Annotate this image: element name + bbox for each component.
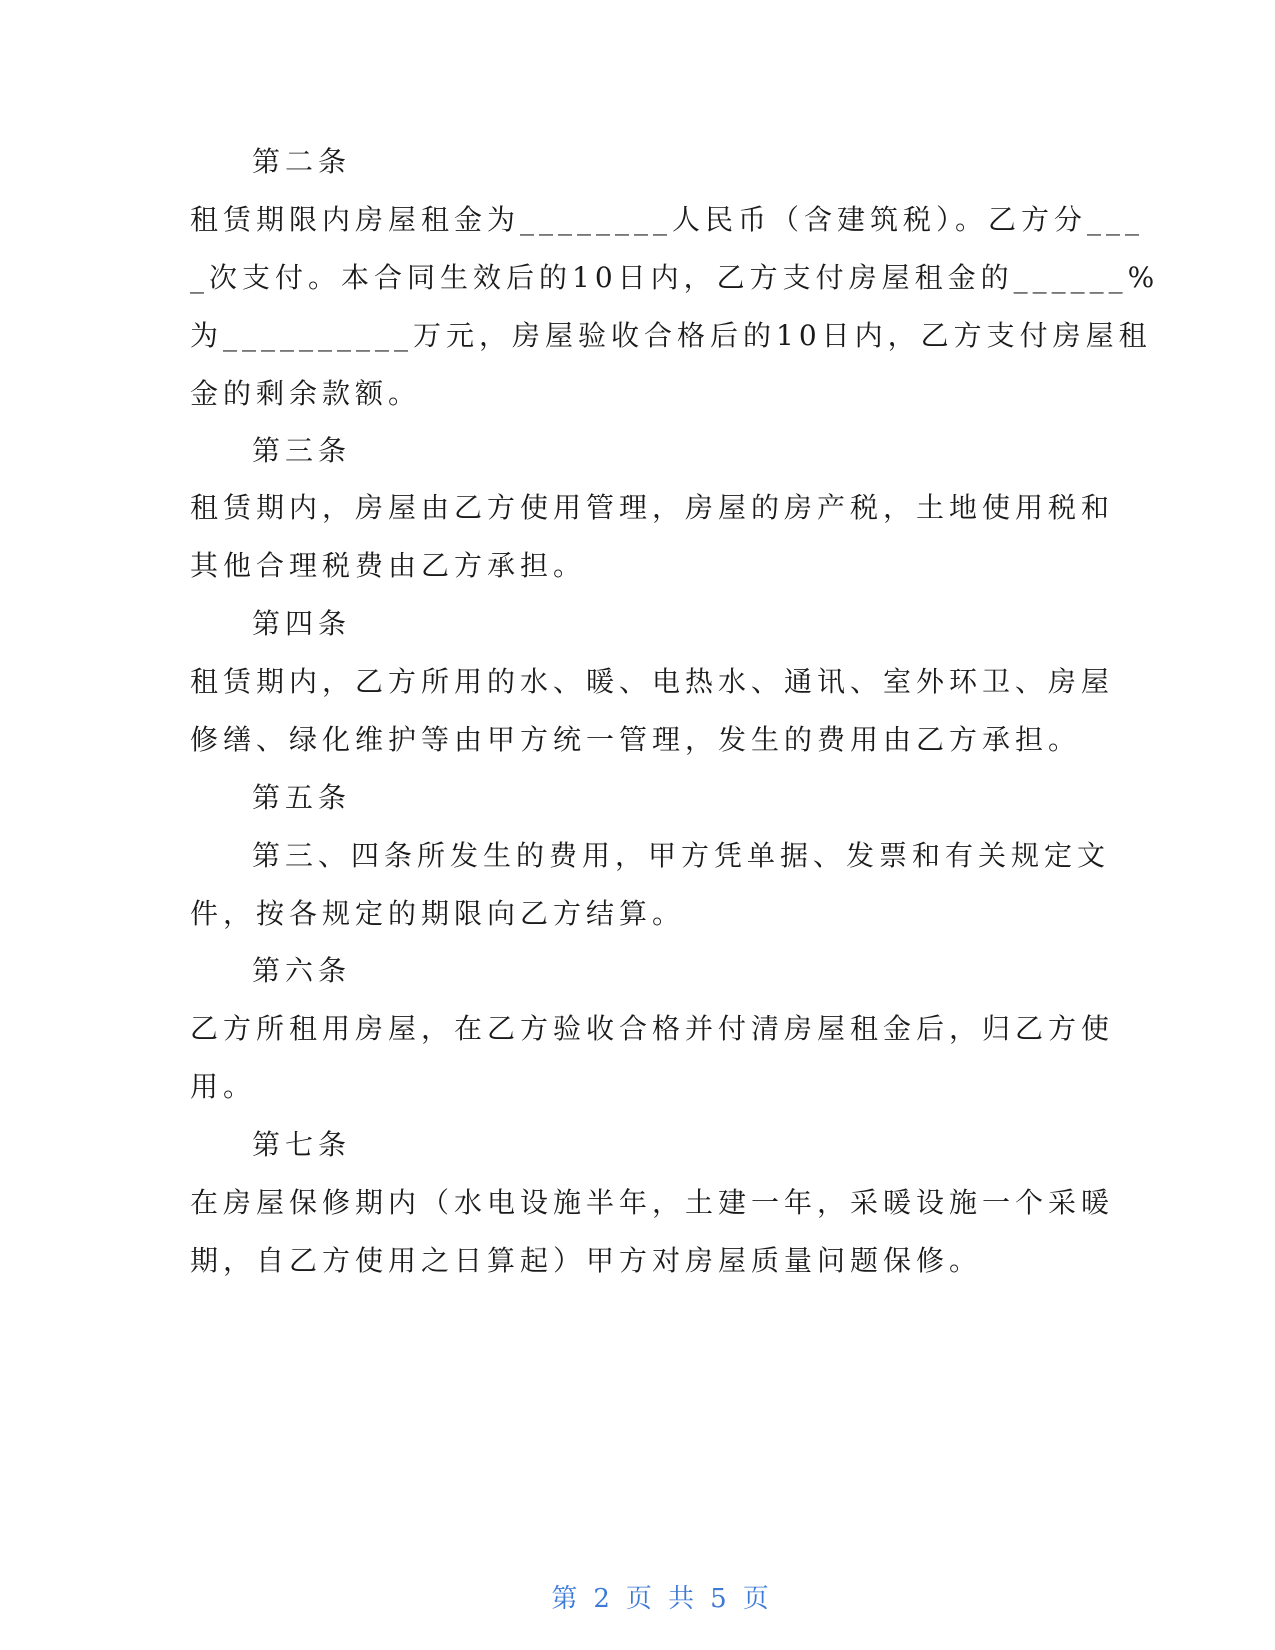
article-6-line-1: 乙方所租用房屋，在乙方验收合格并付清房屋租金后，归乙方使: [190, 1012, 1115, 1045]
article-5-line-2: 件，按各规定的期限向乙方结算。: [190, 897, 686, 930]
article-4-heading: 第四条: [252, 607, 352, 640]
footer-mid: 页 共: [625, 1584, 699, 1614]
article-4-line-1: 租赁期内，乙方所用的水、暖、电热水、通讯、室外环卫、房屋: [190, 665, 1115, 698]
article-2-line-2: _次支付。本合同生效后的10日内，乙方支付房屋租金的______%: [190, 261, 1160, 294]
article-2-line-4: 金的剩余款额。: [190, 377, 422, 410]
article-5-line-1: 第三、四条所发生的费用，甲方凭单据、发票和有关规定文: [252, 839, 1111, 872]
article-3-line-1: 租赁期内，房屋由乙方使用管理，房屋的房产税，土地使用税和: [190, 491, 1115, 524]
article-6-heading: 第六条: [252, 954, 352, 987]
article-4-line-2: 修缮、绿化维护等由甲方统一管理，发生的费用由乙方承担。: [190, 723, 1082, 756]
article-2-line-1: 租赁期限内房屋租金为________人民币（含建筑税）。乙方分___: [190, 203, 1145, 236]
footer-prefix: 第: [551, 1584, 582, 1614]
article-7-heading: 第七条: [252, 1128, 352, 1161]
article-5-heading: 第五条: [252, 781, 352, 814]
page-number-footer: [0, 1548, 1275, 1645]
footer-total-pages: 5: [710, 1584, 731, 1614]
article-2-heading: 第二条: [252, 145, 352, 178]
footer-current-page: 2: [593, 1584, 614, 1614]
article-2-line-3: 为__________万元，房屋验收合格后的10日内，乙方支付房屋租: [190, 319, 1152, 352]
footer-suffix: 页: [742, 1584, 773, 1614]
article-7-line-2: 期，自乙方使用之日算起）甲方对房屋质量问题保修。: [190, 1244, 983, 1277]
article-3-line-2: 其他合理税费由乙方承担。: [190, 549, 587, 582]
article-7-line-1: 在房屋保修期内（水电设施半年，土建一年，采暖设施一个采暖: [190, 1186, 1115, 1219]
article-6-line-2: 用。: [190, 1070, 257, 1103]
article-3-heading: 第三条: [252, 434, 352, 467]
